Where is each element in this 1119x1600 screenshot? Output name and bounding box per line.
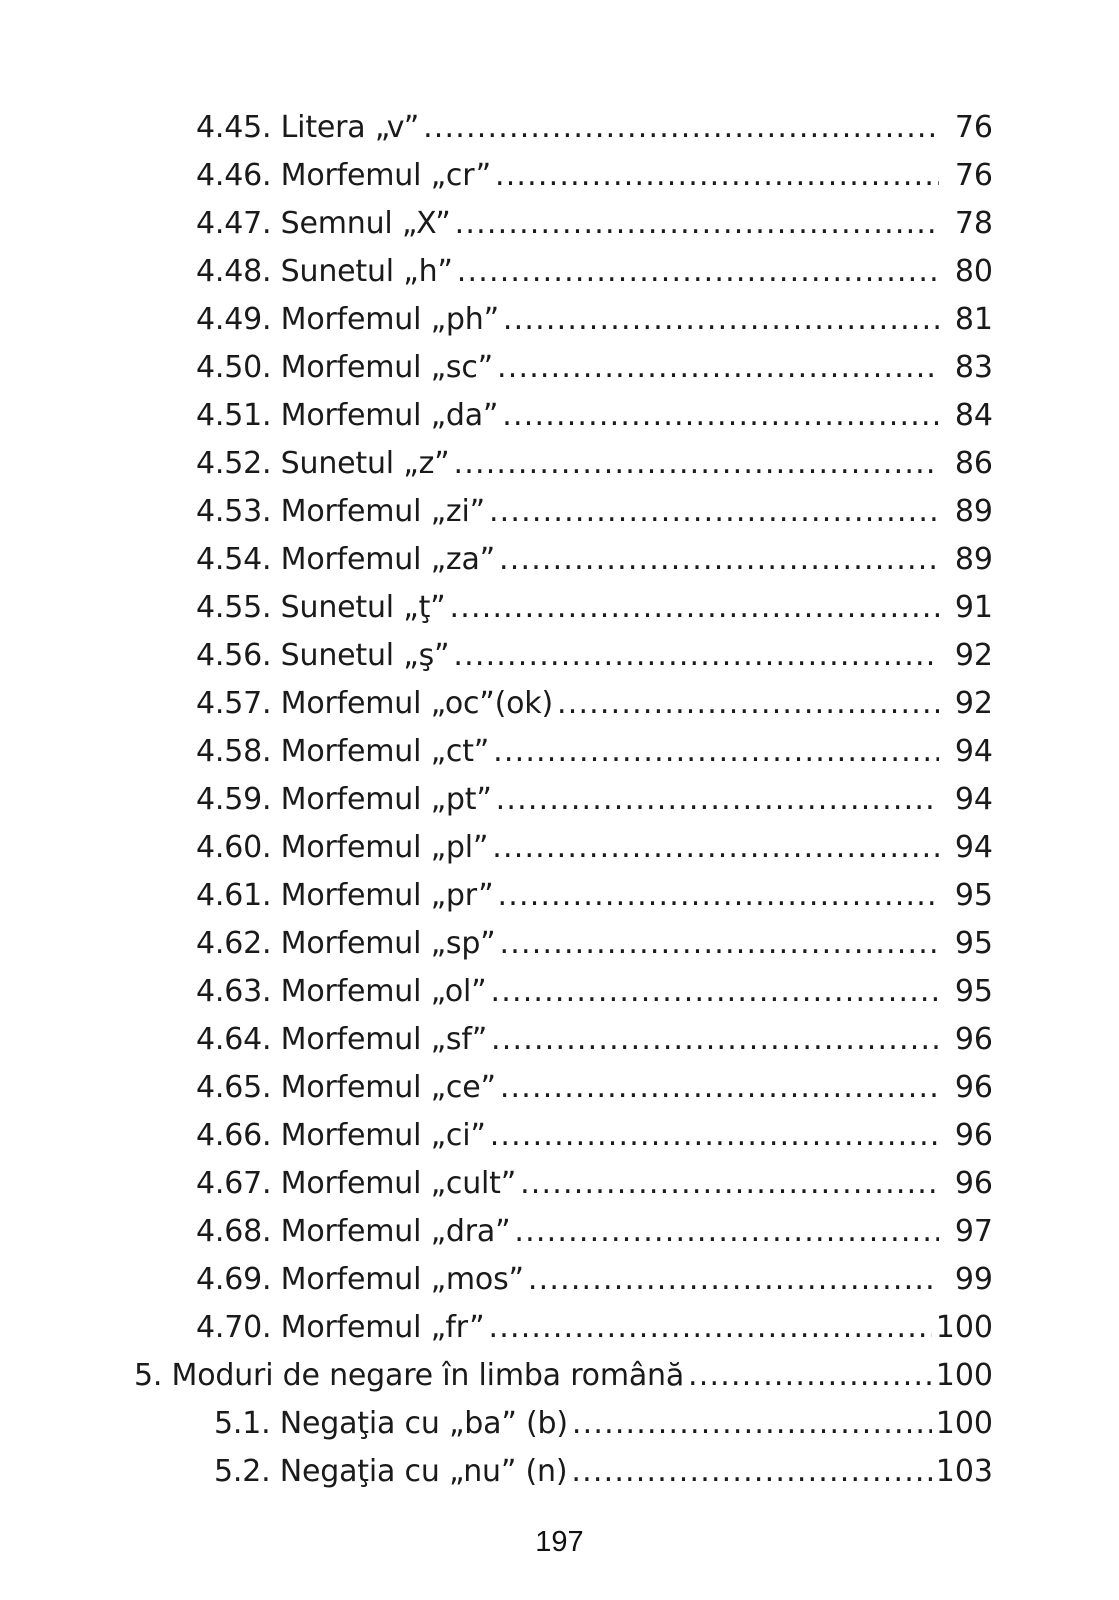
toc-entry bbox=[196, 392, 993, 440]
dot-leader bbox=[503, 296, 939, 344]
page-number: 197 bbox=[535, 1526, 584, 1558]
dot-leader bbox=[496, 776, 939, 824]
toc-entry bbox=[196, 440, 993, 488]
toc-entry-title: 4.47. Semnul „X” bbox=[196, 206, 451, 241]
dot-leader bbox=[498, 872, 940, 920]
toc-entry-page: 96 bbox=[954, 1118, 993, 1153]
toc-entry-page: 78 bbox=[954, 206, 993, 241]
toc-entry-title: 4.56. Sunetul „ş” bbox=[196, 638, 450, 673]
dot-leader bbox=[423, 104, 939, 152]
dot-leader bbox=[520, 1160, 939, 1208]
toc-chapter-entry bbox=[134, 1352, 993, 1400]
toc-entry-page: 81 bbox=[954, 302, 993, 337]
toc-entry-page: 99 bbox=[954, 1262, 993, 1297]
toc-entry-page: 92 bbox=[954, 638, 993, 673]
dot-leader bbox=[450, 584, 940, 632]
toc-entry-page: 94 bbox=[954, 830, 993, 865]
toc-entry-page: 89 bbox=[954, 494, 993, 529]
toc-entry bbox=[214, 1448, 993, 1496]
dot-leader bbox=[488, 1304, 931, 1352]
toc-entry bbox=[196, 200, 993, 248]
toc-entry-title: 4.57. Morfemul „oc”(ok) bbox=[196, 686, 553, 721]
toc-entry bbox=[196, 1256, 993, 1304]
dot-leader bbox=[492, 824, 939, 872]
toc-entry-page: 96 bbox=[954, 1022, 993, 1057]
toc-entry-title: 4.51. Morfemul „da” bbox=[196, 398, 499, 433]
toc-entry-page: 96 bbox=[954, 1166, 993, 1201]
toc-entry bbox=[196, 1304, 993, 1352]
toc-chapter-title: 5. Moduri de negare în limba română bbox=[134, 1358, 685, 1393]
dot-leader bbox=[557, 680, 939, 728]
dot-leader bbox=[528, 1256, 939, 1304]
toc-entry-page: 100 bbox=[935, 1358, 993, 1393]
toc-entry bbox=[196, 488, 993, 536]
dot-leader bbox=[500, 920, 939, 968]
dot-leader bbox=[457, 248, 939, 296]
toc-entry bbox=[196, 104, 993, 152]
toc-entry-page: 83 bbox=[954, 350, 993, 385]
dot-leader bbox=[571, 1448, 931, 1496]
toc-entry bbox=[196, 296, 993, 344]
toc-entry-page: 100 bbox=[935, 1310, 993, 1345]
toc-entry bbox=[196, 1208, 993, 1256]
dot-leader bbox=[490, 1112, 939, 1160]
dot-leader bbox=[572, 1400, 932, 1448]
toc-entry-page: 89 bbox=[954, 542, 993, 577]
toc-entry-title: 4.68. Morfemul „dra” bbox=[196, 1214, 511, 1249]
dot-leader bbox=[489, 488, 939, 536]
dot-leader bbox=[490, 968, 939, 1016]
toc-entry-title: 4.62. Morfemul „sp” bbox=[196, 926, 496, 961]
toc-entry-title: 4.54. Morfemul „za” bbox=[196, 542, 495, 577]
toc-entry-title: 4.60. Morfemul „pl” bbox=[196, 830, 489, 865]
toc-entry-title: 4.66. Morfemul „ci” bbox=[196, 1118, 486, 1153]
toc-entry-page: 95 bbox=[954, 926, 993, 961]
dot-leader bbox=[491, 1016, 939, 1064]
toc-entry-page: 84 bbox=[954, 398, 993, 433]
toc-entry-title: 4.69. Morfemul „mos” bbox=[196, 1262, 524, 1297]
toc-entry bbox=[196, 1160, 993, 1208]
toc-entry-title: 4.45. Litera „v” bbox=[196, 110, 420, 145]
toc-entry bbox=[196, 248, 993, 296]
toc-entry bbox=[196, 872, 993, 920]
toc-entry-title: 4.48. Sunetul „h” bbox=[196, 254, 453, 289]
toc-entry bbox=[196, 152, 993, 200]
toc-entry-page: 76 bbox=[954, 110, 993, 145]
toc-entry-title: 4.67. Morfemul „cult” bbox=[196, 1166, 517, 1201]
toc-entry-page: 80 bbox=[954, 254, 993, 289]
toc-entry-title: 4.50. Morfemul „sc” bbox=[196, 350, 493, 385]
toc-entry bbox=[196, 680, 993, 728]
dot-leader bbox=[499, 536, 939, 584]
toc-entry-title: 5.1. Negaţia cu „ba” (b) bbox=[214, 1406, 568, 1441]
toc-entry bbox=[196, 824, 993, 872]
dot-leader bbox=[495, 152, 939, 200]
toc-entry-page: 86 bbox=[954, 446, 993, 481]
toc-entry-title: 4.52. Sunetul „z” bbox=[196, 446, 450, 481]
toc-entry-page: 91 bbox=[954, 590, 993, 625]
toc-entry bbox=[196, 920, 993, 968]
toc-entry bbox=[196, 584, 993, 632]
toc-entry-page: 76 bbox=[954, 158, 993, 193]
dot-leader bbox=[453, 632, 939, 680]
dot-leader bbox=[453, 440, 939, 488]
toc-entry-title: 4.63. Morfemul „ol” bbox=[196, 974, 487, 1009]
dot-leader bbox=[502, 392, 939, 440]
toc-entry-title: 4.65. Morfemul „ce” bbox=[196, 1070, 496, 1105]
toc-entry-title: 4.59. Morfemul „pt” bbox=[196, 782, 492, 817]
toc-entry-title: 4.49. Morfemul „ph” bbox=[196, 302, 499, 337]
toc-entry-page: 96 bbox=[954, 1070, 993, 1105]
toc-entry-title: 4.46. Morfemul „cr” bbox=[196, 158, 491, 193]
toc-entry bbox=[196, 344, 993, 392]
toc-entry-title: 4.61. Morfemul „pr” bbox=[196, 878, 494, 913]
toc-entry bbox=[196, 632, 993, 680]
toc-entry-page: 92 bbox=[954, 686, 993, 721]
toc-entry-page: 100 bbox=[935, 1406, 993, 1441]
dot-leader bbox=[500, 1064, 939, 1112]
toc-entry bbox=[196, 1016, 993, 1064]
toc-entry-page: 95 bbox=[954, 878, 993, 913]
toc-entry bbox=[196, 968, 993, 1016]
dot-leader bbox=[688, 1352, 932, 1400]
toc-entry bbox=[196, 776, 993, 824]
dot-leader bbox=[497, 344, 939, 392]
toc-entry bbox=[196, 1112, 993, 1160]
toc-entry-title: 4.70. Morfemul „fr” bbox=[196, 1310, 485, 1345]
toc-entry-title: 4.64. Morfemul „sf” bbox=[196, 1022, 488, 1057]
toc-entry-page: 103 bbox=[935, 1454, 993, 1489]
dot-leader bbox=[514, 1208, 939, 1256]
toc-entry-page: 95 bbox=[954, 974, 993, 1009]
toc-entry bbox=[196, 1064, 993, 1112]
toc-entry-title: 4.53. Morfemul „zi” bbox=[196, 494, 485, 529]
toc-entry-page: 97 bbox=[954, 1214, 993, 1249]
toc-entry-title: 5.2. Negaţia cu „nu” (n) bbox=[214, 1454, 568, 1489]
toc-entry-page: 94 bbox=[954, 734, 993, 769]
toc-entry bbox=[196, 536, 993, 584]
toc-entry-title: 4.58. Morfemul „ct” bbox=[196, 734, 490, 769]
dot-leader bbox=[493, 728, 939, 776]
dot-leader bbox=[455, 200, 939, 248]
toc-entry bbox=[196, 728, 993, 776]
toc-entry-title: 4.55. Sunetul „ţ” bbox=[196, 590, 446, 625]
toc-entry bbox=[214, 1400, 993, 1448]
toc-entry-page: 94 bbox=[954, 782, 993, 817]
